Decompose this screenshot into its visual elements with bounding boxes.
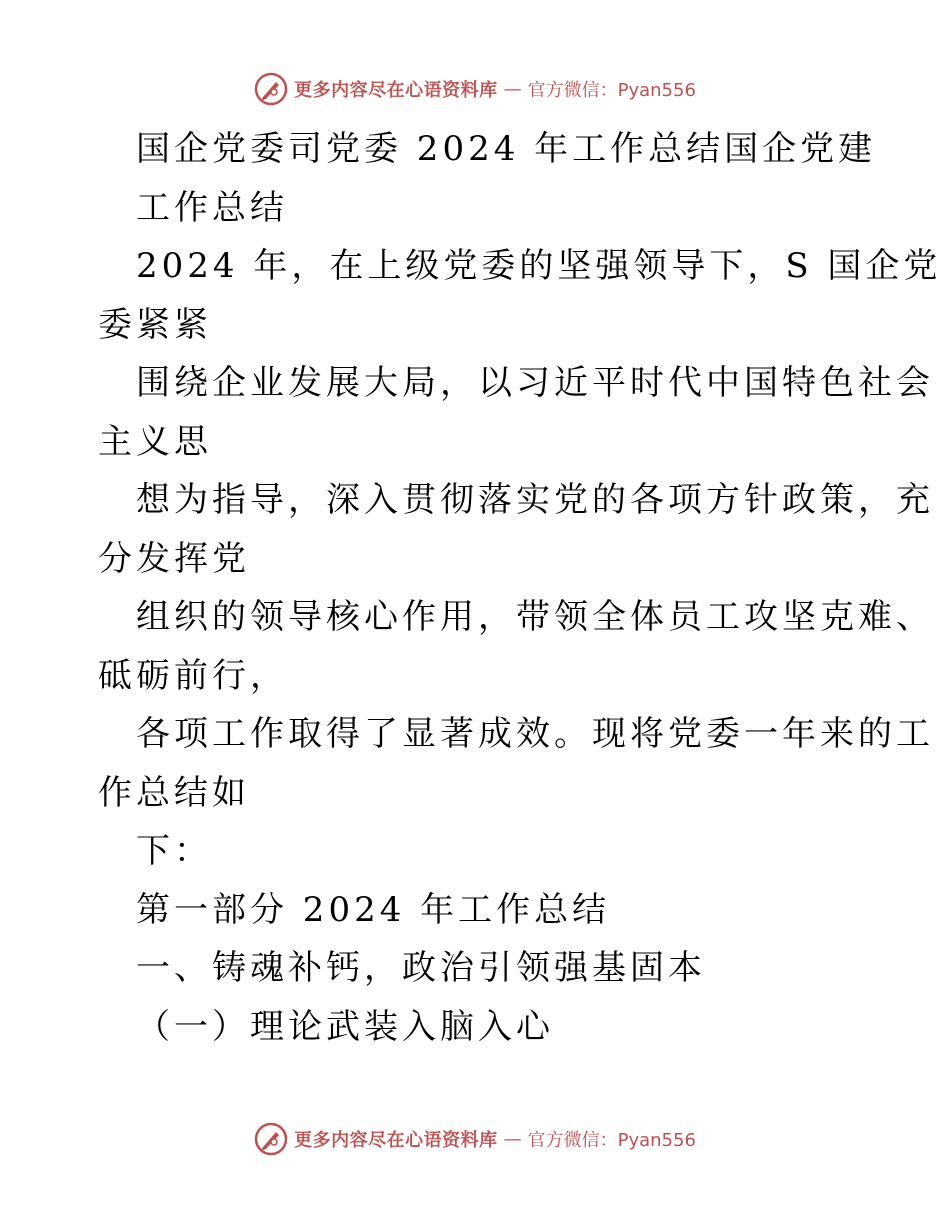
pen-logo-icon	[254, 1122, 288, 1156]
document-line: 下：	[136, 831, 212, 871]
document-line: 第一部分 2024 年工作总结	[136, 889, 611, 930]
document-body	[98, 120, 942, 1056]
banner-wechat: 官方微信：Pyan556	[527, 80, 696, 101]
footer-banner	[0, 1122, 950, 1156]
banner-title: 更多内容尽在心语资料库	[294, 80, 498, 101]
banner-title: 更多内容尽在心语资料库	[294, 1130, 498, 1151]
document-line: 委紧紧	[98, 304, 212, 345]
document-line: 作总结如	[98, 772, 250, 813]
banner-dash: —	[503, 1128, 522, 1150]
document-line: 组织的领导核心作用，带领全体员工攻坚克难、	[136, 597, 934, 637]
document-line: 想为指导，深入贯彻落实党的各项方针政策，充	[136, 480, 934, 520]
document-line: 砥砺前行，	[98, 655, 288, 696]
pen-logo-icon	[254, 72, 288, 106]
document-line: 各项工作取得了显著成效。现将党委一年来的工	[136, 714, 934, 754]
document-line: 围绕企业发展大局，以习近平时代中国特色社会	[136, 363, 934, 403]
header-banner	[0, 72, 950, 106]
document-line: 国企党委司党委 2024 年工作总结国企党建	[136, 129, 877, 169]
document-line: 一、铸魂补钙，政治引领强基固本	[136, 948, 706, 988]
banner-wechat: 官方微信：Pyan556	[527, 1130, 696, 1151]
document-line: （一）理论武装入脑入心	[136, 1006, 554, 1047]
document-line: 2024 年，在上级党委的坚强领导下，S 国企党	[136, 246, 942, 286]
document-line: 主义思	[98, 421, 212, 462]
document-line: 工作总结	[136, 187, 288, 228]
document-line: 分发挥党	[98, 538, 250, 579]
banner-dash: —	[503, 78, 522, 100]
